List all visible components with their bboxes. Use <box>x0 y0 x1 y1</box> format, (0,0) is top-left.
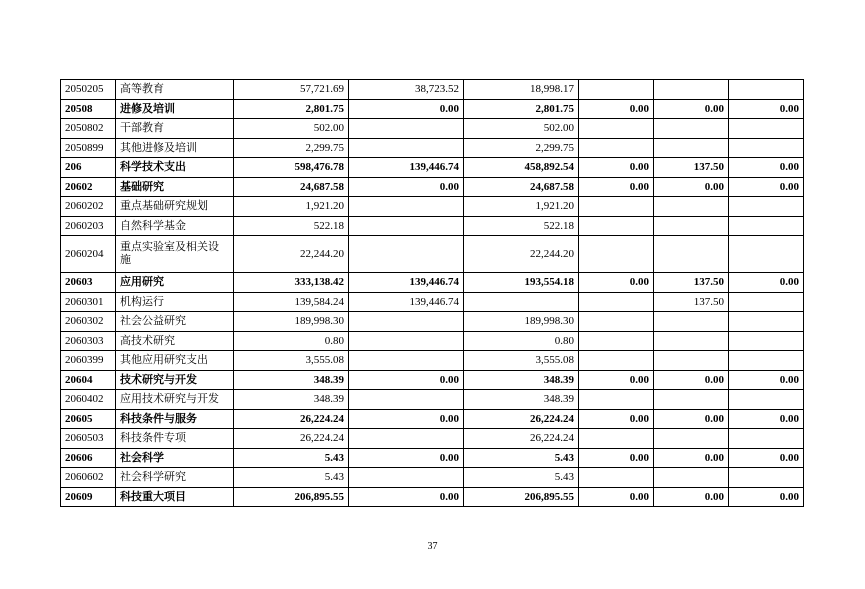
amount-col5-cell <box>654 312 729 332</box>
basic-expenditure-cell: 0.00 <box>349 487 464 507</box>
amount-col6-cell: 0.00 <box>729 177 804 197</box>
total-cell: 0.80 <box>234 331 349 351</box>
total-cell: 189,998.30 <box>234 312 349 332</box>
account-code-cell: 2050205 <box>61 80 116 100</box>
account-code-cell: 2060303 <box>61 331 116 351</box>
amount-col6-cell <box>729 468 804 488</box>
amount-col4-cell <box>579 197 654 217</box>
project-expenditure-cell: 2,299.75 <box>464 138 579 158</box>
amount-col4-cell: 0.00 <box>579 99 654 119</box>
account-code-cell: 2060204 <box>61 236 116 273</box>
total-cell: 5.43 <box>234 448 349 468</box>
amount-col6-cell <box>729 119 804 139</box>
table-row <box>61 468 804 488</box>
account-code-cell: 2060503 <box>61 429 116 449</box>
amount-col5-cell: 137.50 <box>654 273 729 293</box>
amount-col6-cell <box>729 80 804 100</box>
total-cell: 348.39 <box>234 370 349 390</box>
amount-col6-cell: 0.00 <box>729 99 804 119</box>
basic-expenditure-cell <box>349 197 464 217</box>
amount-col4-cell: 0.00 <box>579 177 654 197</box>
account-name-cell: 应用研究 <box>116 273 234 293</box>
account-code-cell: 2060399 <box>61 351 116 371</box>
project-expenditure-cell: 5.43 <box>464 448 579 468</box>
basic-expenditure-cell: 139,446.74 <box>349 158 464 178</box>
account-name-cell: 其他进修及培训 <box>116 138 234 158</box>
basic-expenditure-cell: 0.00 <box>349 409 464 429</box>
table-row <box>61 273 804 293</box>
amount-col6-cell: 0.00 <box>729 273 804 293</box>
table-row <box>61 138 804 158</box>
amount-col4-cell <box>579 312 654 332</box>
total-cell: 333,138.42 <box>234 273 349 293</box>
amount-col6-cell: 0.00 <box>729 370 804 390</box>
project-expenditure-cell: 458,892.54 <box>464 158 579 178</box>
total-cell: 1,921.20 <box>234 197 349 217</box>
page-number: 37 <box>427 541 438 552</box>
table-row <box>61 99 804 119</box>
basic-expenditure-cell: 0.00 <box>349 370 464 390</box>
project-expenditure-cell: 26,224.24 <box>464 409 579 429</box>
amount-col5-cell <box>654 331 729 351</box>
amount-col4-cell <box>579 390 654 410</box>
amount-col5-cell: 0.00 <box>654 99 729 119</box>
basic-expenditure-cell <box>349 312 464 332</box>
account-code-cell: 2060301 <box>61 292 116 312</box>
amount-col5-cell <box>654 390 729 410</box>
amount-col6-cell <box>729 197 804 217</box>
amount-col4-cell: 0.00 <box>579 273 654 293</box>
table-row <box>61 158 804 178</box>
amount-col6-cell <box>729 390 804 410</box>
total-cell: 206,895.55 <box>234 487 349 507</box>
total-cell: 2,299.75 <box>234 138 349 158</box>
account-code-cell: 20609 <box>61 487 116 507</box>
project-expenditure-cell: 522.18 <box>464 216 579 236</box>
table-row <box>61 197 804 217</box>
amount-col4-cell <box>579 236 654 273</box>
table-body <box>61 80 804 507</box>
total-cell: 26,224.24 <box>234 409 349 429</box>
basic-expenditure-cell: 139,446.74 <box>349 273 464 293</box>
basic-expenditure-cell <box>349 429 464 449</box>
amount-col4-cell <box>579 468 654 488</box>
total-cell: 3,555.08 <box>234 351 349 371</box>
basic-expenditure-cell <box>349 236 464 273</box>
amount-col4-cell <box>579 119 654 139</box>
amount-col6-cell <box>729 331 804 351</box>
amount-col4-cell <box>579 429 654 449</box>
account-code-cell: 20606 <box>61 448 116 468</box>
account-name-cell: 机构运行 <box>116 292 234 312</box>
project-expenditure-cell: 0.80 <box>464 331 579 351</box>
account-name-cell: 应用技术研究与开发 <box>116 390 234 410</box>
amount-col6-cell <box>729 216 804 236</box>
amount-col6-cell <box>729 292 804 312</box>
account-name-cell: 社会科学研究 <box>116 468 234 488</box>
amount-col6-cell <box>729 429 804 449</box>
amount-col5-cell: 0.00 <box>654 370 729 390</box>
basic-expenditure-cell <box>349 390 464 410</box>
table-row <box>61 331 804 351</box>
project-expenditure-cell: 24,687.58 <box>464 177 579 197</box>
account-code-cell: 2050899 <box>61 138 116 158</box>
project-expenditure-cell: 3,555.08 <box>464 351 579 371</box>
project-expenditure-cell: 502.00 <box>464 119 579 139</box>
basic-expenditure-cell <box>349 216 464 236</box>
basic-expenditure-cell <box>349 468 464 488</box>
account-name-cell: 高等教育 <box>116 80 234 100</box>
account-name-cell: 科技条件与服务 <box>116 409 234 429</box>
project-expenditure-cell: 189,998.30 <box>464 312 579 332</box>
amount-col6-cell <box>729 351 804 371</box>
amount-col5-cell: 0.00 <box>654 177 729 197</box>
basic-expenditure-cell <box>349 331 464 351</box>
account-name-cell: 科技条件专项 <box>116 429 234 449</box>
account-name-cell: 其他应用研究支出 <box>116 351 234 371</box>
amount-col5-cell <box>654 236 729 273</box>
amount-col4-cell: 0.00 <box>579 370 654 390</box>
basic-expenditure-cell: 38,723.52 <box>349 80 464 100</box>
project-expenditure-cell: 1,921.20 <box>464 197 579 217</box>
account-name-cell: 社会公益研究 <box>116 312 234 332</box>
account-code-cell: 2060302 <box>61 312 116 332</box>
account-code-cell: 2060602 <box>61 468 116 488</box>
account-name-cell: 技术研究与开发 <box>116 370 234 390</box>
amount-col6-cell: 0.00 <box>729 158 804 178</box>
amount-col6-cell <box>729 236 804 273</box>
total-cell: 598,476.78 <box>234 158 349 178</box>
table-row <box>61 312 804 332</box>
basic-expenditure-cell: 139,446.74 <box>349 292 464 312</box>
amount-col5-cell <box>654 197 729 217</box>
project-expenditure-cell: 206,895.55 <box>464 487 579 507</box>
amount-col4-cell: 0.00 <box>579 158 654 178</box>
table-row <box>61 487 804 507</box>
table-row <box>61 370 804 390</box>
account-code-cell: 20603 <box>61 273 116 293</box>
table-row <box>61 236 804 273</box>
amount-col4-cell <box>579 351 654 371</box>
total-cell: 22,244.20 <box>234 236 349 273</box>
account-code-cell: 20604 <box>61 370 116 390</box>
amount-col5-cell <box>654 119 729 139</box>
account-name-cell: 自然科学基金 <box>116 216 234 236</box>
amount-col6-cell: 0.00 <box>729 487 804 507</box>
project-expenditure-cell: 348.39 <box>464 370 579 390</box>
account-code-cell: 20508 <box>61 99 116 119</box>
table-row <box>61 429 804 449</box>
table-row <box>61 177 804 197</box>
total-cell: 502.00 <box>234 119 349 139</box>
basic-expenditure-cell: 0.00 <box>349 448 464 468</box>
amount-col5-cell: 137.50 <box>654 158 729 178</box>
table-row <box>61 292 804 312</box>
amount-col5-cell <box>654 429 729 449</box>
account-code-cell: 2060203 <box>61 216 116 236</box>
account-code-cell: 20605 <box>61 409 116 429</box>
basic-expenditure-cell: 0.00 <box>349 99 464 119</box>
total-cell: 5.43 <box>234 468 349 488</box>
basic-expenditure-cell <box>349 138 464 158</box>
amount-col4-cell: 0.00 <box>579 487 654 507</box>
project-expenditure-cell: 5.43 <box>464 468 579 488</box>
amount-col6-cell: 0.00 <box>729 409 804 429</box>
table-row <box>61 351 804 371</box>
amount-col5-cell: 0.00 <box>654 448 729 468</box>
amount-col4-cell: 0.00 <box>579 448 654 468</box>
project-expenditure-cell: 193,554.18 <box>464 273 579 293</box>
account-code-cell: 2060402 <box>61 390 116 410</box>
amount-col5-cell: 0.00 <box>654 487 729 507</box>
amount-col4-cell: 0.00 <box>579 409 654 429</box>
budget-table <box>60 79 804 507</box>
account-name-cell: 科技重大项目 <box>116 487 234 507</box>
amount-col5-cell: 137.50 <box>654 292 729 312</box>
project-expenditure-cell: 348.39 <box>464 390 579 410</box>
total-cell: 57,721.69 <box>234 80 349 100</box>
table-row <box>61 448 804 468</box>
total-cell: 2,801.75 <box>234 99 349 119</box>
amount-col4-cell <box>579 216 654 236</box>
account-name-cell: 重点实验室及相关设施 <box>116 236 234 273</box>
amount-col4-cell <box>579 80 654 100</box>
account-name-cell: 科学技术支出 <box>116 158 234 178</box>
amount-col5-cell <box>654 138 729 158</box>
account-name-cell: 干部教育 <box>116 119 234 139</box>
account-name-cell: 高技术研究 <box>116 331 234 351</box>
account-name-cell: 进修及培训 <box>116 99 234 119</box>
amount-col5-cell <box>654 80 729 100</box>
basic-expenditure-cell <box>349 351 464 371</box>
amount-col5-cell <box>654 216 729 236</box>
total-cell: 139,584.24 <box>234 292 349 312</box>
project-expenditure-cell: 18,998.17 <box>464 80 579 100</box>
amount-col6-cell: 0.00 <box>729 448 804 468</box>
account-name-cell: 社会科学 <box>116 448 234 468</box>
basic-expenditure-cell: 0.00 <box>349 177 464 197</box>
account-code-cell: 20602 <box>61 177 116 197</box>
account-code-cell: 2060202 <box>61 197 116 217</box>
amount-col4-cell <box>579 292 654 312</box>
total-cell: 522.18 <box>234 216 349 236</box>
amount-col4-cell <box>579 138 654 158</box>
amount-col5-cell <box>654 351 729 371</box>
table-row <box>61 216 804 236</box>
amount-col5-cell <box>654 468 729 488</box>
total-cell: 26,224.24 <box>234 429 349 449</box>
amount-col6-cell <box>729 312 804 332</box>
account-name-cell: 重点基础研究规划 <box>116 197 234 217</box>
account-code-cell: 2050802 <box>61 119 116 139</box>
amount-col6-cell <box>729 138 804 158</box>
project-expenditure-cell: 26,224.24 <box>464 429 579 449</box>
project-expenditure-cell <box>464 292 579 312</box>
basic-expenditure-cell <box>349 119 464 139</box>
total-cell: 348.39 <box>234 390 349 410</box>
amount-col4-cell <box>579 331 654 351</box>
table-row <box>61 390 804 410</box>
account-code-cell: 206 <box>61 158 116 178</box>
table-row <box>61 119 804 139</box>
table-row <box>61 409 804 429</box>
table-row <box>61 80 804 100</box>
amount-col5-cell: 0.00 <box>654 409 729 429</box>
account-name-cell: 基础研究 <box>116 177 234 197</box>
project-expenditure-cell: 22,244.20 <box>464 236 579 273</box>
total-cell: 24,687.58 <box>234 177 349 197</box>
project-expenditure-cell: 2,801.75 <box>464 99 579 119</box>
